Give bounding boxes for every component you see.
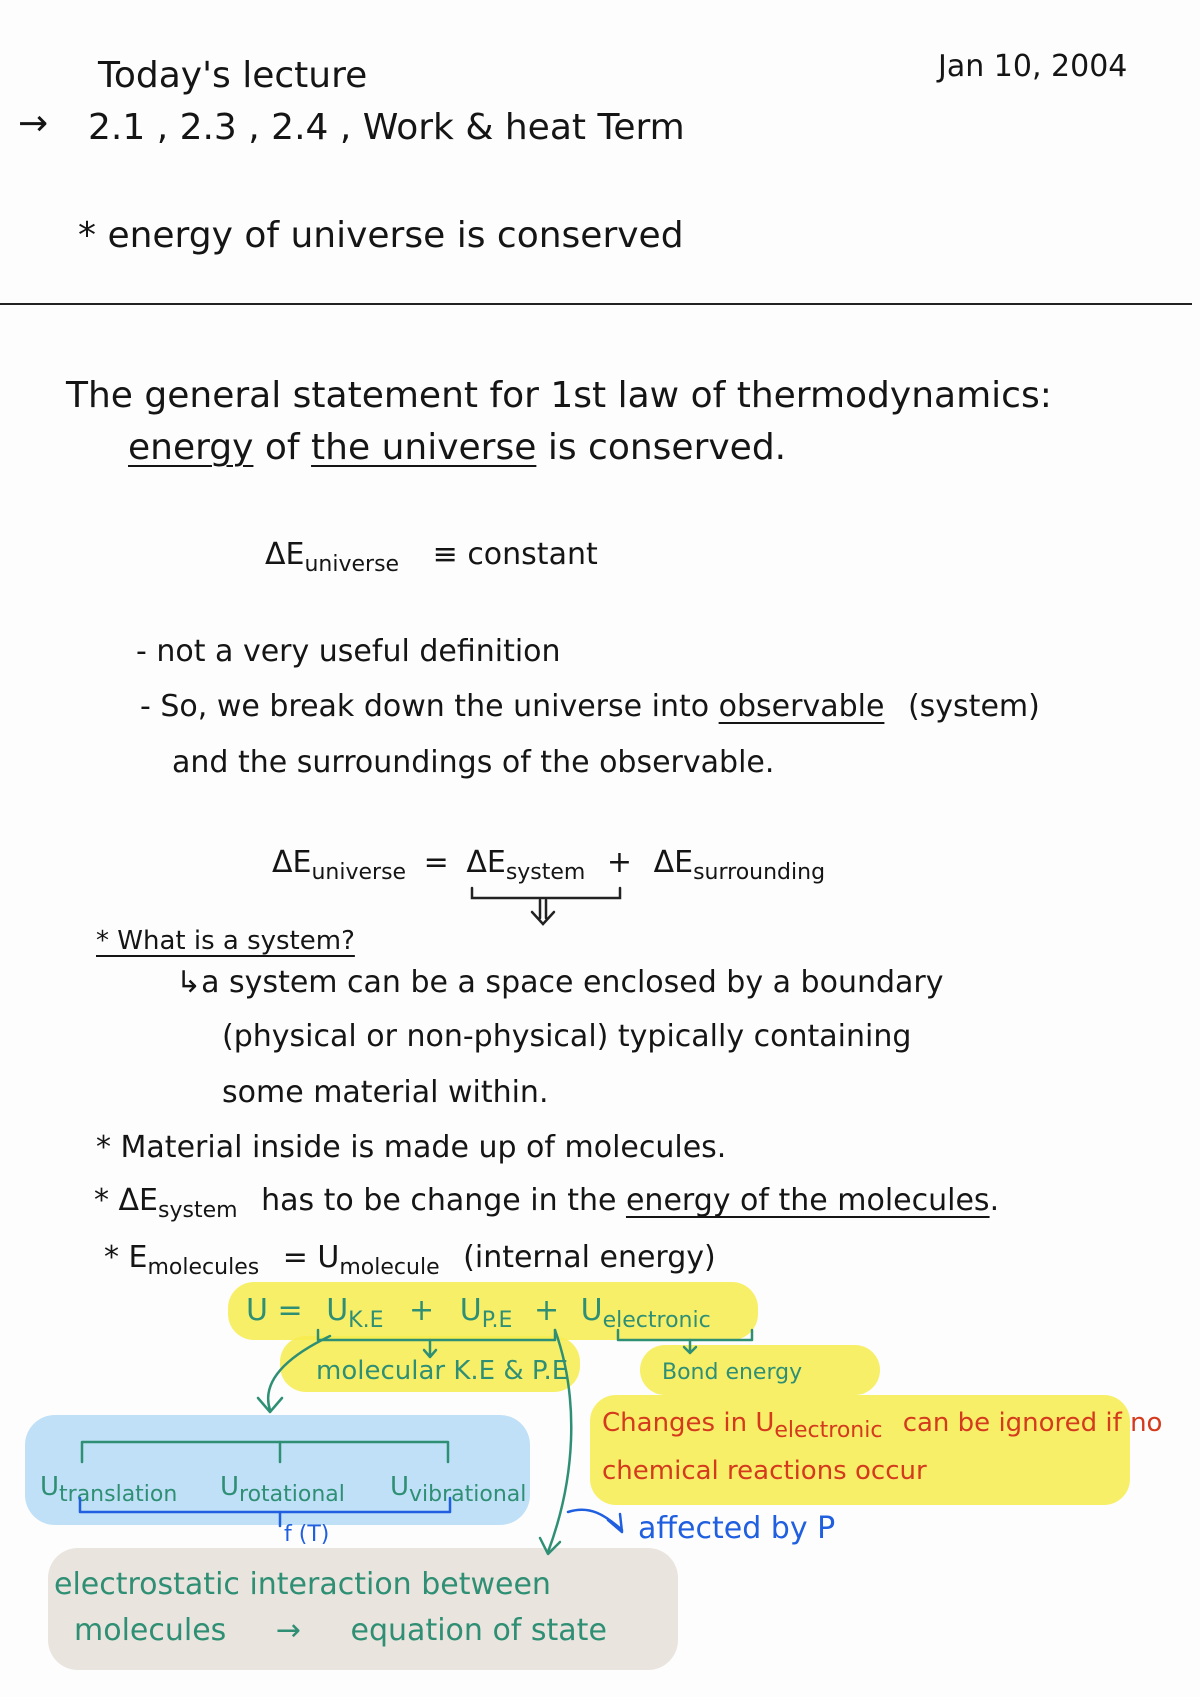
note-break-down: - So, we break down the universe into observable (system)	[140, 689, 1040, 724]
law-statement: The general statement for 1st law of thermodynamics:	[66, 375, 1052, 416]
lecture-title: Today's lecture	[98, 55, 368, 96]
header-bullet: * energy of universe is conserved	[78, 215, 684, 256]
note-not-useful: - not a very useful definition	[136, 634, 561, 669]
arrow-glyph: →	[18, 103, 49, 144]
u-decomposition-equation: $U = U_{K.E} + U_{P.E} + U_{electronic}$	[246, 1293, 711, 1333]
electrostatic-line: electrostatic interaction between	[54, 1567, 551, 1602]
note-surroundings: and the surroundings of the observable.	[172, 745, 775, 780]
delta-e-system-line: * $\Delta E_{system}$ has to be change in the energy of the molecules.	[94, 1183, 1000, 1223]
u-vibrational-label: $U_{vibrational}$	[390, 1472, 527, 1508]
universe-constant-equation: $\Delta E_{universe}$ ≡ constant	[265, 537, 598, 577]
ke-parts-highlight	[25, 1415, 530, 1525]
internal-energy-line: * $E_{molecules} = U_{molecule}$ (internal energy)	[104, 1240, 716, 1280]
divider	[0, 303, 1192, 305]
electronic-ignore-line-2: chemical reactions occur	[602, 1456, 927, 1486]
molecular-ke-pe-label: molecular K.E & P.E	[316, 1356, 569, 1386]
electronic-ignore-line-1: Changes in $U_{electronic}$ can be ignored if no	[602, 1408, 1163, 1444]
what-is-system: * What is a system?	[96, 926, 355, 956]
energy-word: energy	[128, 427, 254, 468]
system-definition-2: (physical or non-physical) typically containing	[222, 1019, 912, 1054]
material-line: * Material inside is made up of molecules.	[96, 1130, 727, 1165]
system-definition-1: ↳a system can be a space enclosed by a boundary	[176, 965, 944, 1000]
bond-energy-label: Bond energy	[662, 1360, 803, 1385]
system-definition-3: some material within.	[222, 1075, 549, 1110]
energy-balance-equation: $\Delta E_{universe} = \Delta E_{system} + \Delta E_{surrounding}$	[272, 845, 826, 885]
conserved-phrase: is conserved.	[547, 427, 787, 468]
u-translation-label: $U_{translation}$	[40, 1472, 178, 1508]
law-conserved-line	[128, 427, 787, 468]
equation-of-state-line: molecules → equation of state	[74, 1613, 607, 1648]
universe-phrase: the universe	[311, 427, 537, 468]
function-of-t: f (T)	[284, 1522, 330, 1547]
u-rotational-label: $U_{rotational}$	[220, 1472, 345, 1508]
lecture-date: Jan 10, 2004	[938, 49, 1128, 84]
of-word: of	[264, 427, 300, 468]
section-list: 2.1 , 2.3 , 2.4 , Work & heat Term	[88, 107, 685, 148]
affected-by-p: affected by P	[638, 1511, 836, 1546]
